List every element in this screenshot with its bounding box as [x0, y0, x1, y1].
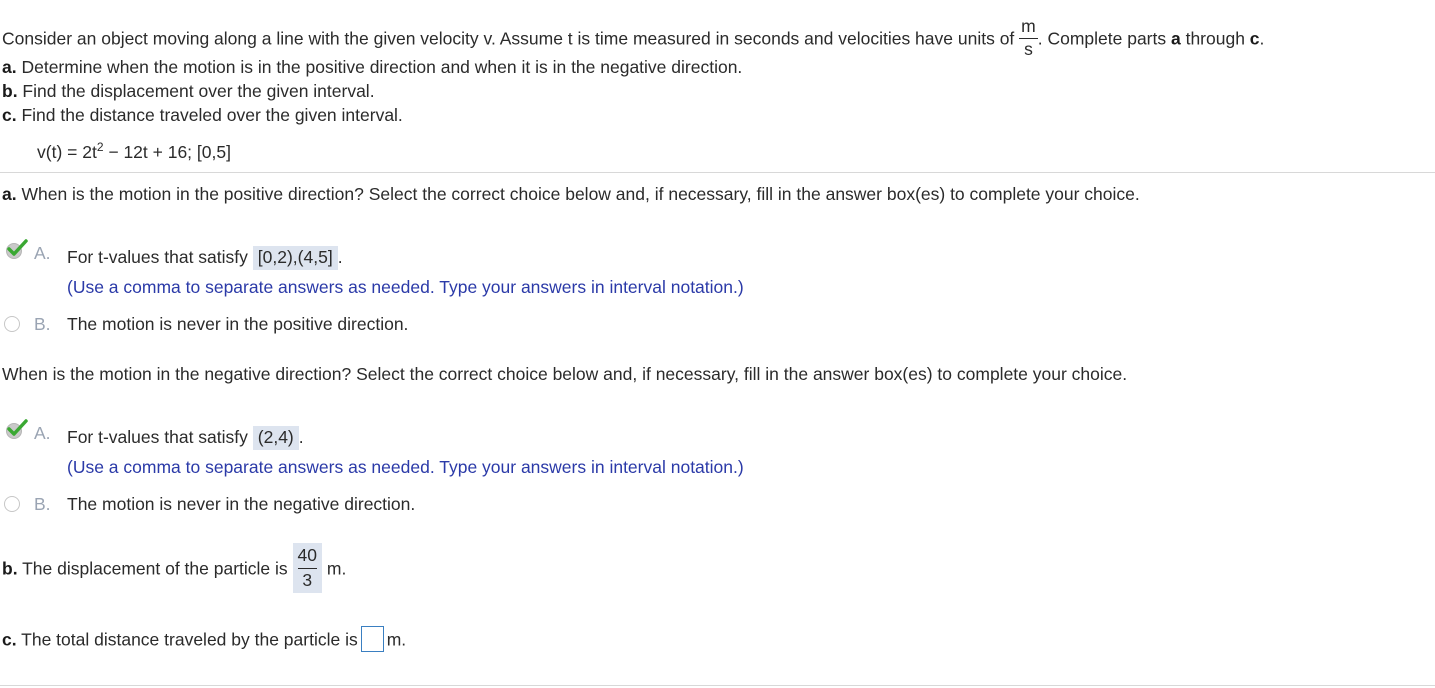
units-numerator: m — [1019, 18, 1038, 39]
displacement-answer-field[interactable] — [293, 543, 322, 593]
option-b-letter: B. — [34, 314, 51, 334]
velocity-equation — [37, 140, 231, 163]
correct-check-icon — [5, 238, 29, 260]
intro-through: through — [1180, 28, 1250, 49]
task-c — [2, 105, 403, 126]
units-fraction — [1019, 18, 1038, 58]
negative-option-a[interactable] — [67, 426, 304, 450]
option-a-text: For t-values that satisfy — [67, 427, 248, 447]
negative-option-b[interactable]: The motion is never in the negative direction. — [67, 494, 416, 514]
bottom-divider — [0, 685, 1435, 686]
positive-option-a[interactable] — [67, 246, 343, 270]
option-a-end: . — [337, 247, 343, 267]
intro-part-a: a — [1170, 28, 1181, 49]
positive-option-b[interactable]: The motion is never in the positive direction. — [67, 314, 409, 334]
part-a-negative-question: When is the motion in the negative direction? Select the correct choice below and, if necessary, fill in the answer box(es) to complete your choice. — [2, 364, 1128, 384]
problem-intro — [2, 16, 1265, 60]
part-c-distance — [2, 628, 406, 654]
task-c-label: c. — [2, 105, 17, 125]
part-a-positive-question — [2, 184, 1140, 205]
option-a-letter: A. — [34, 423, 51, 443]
part-c-text: The total distance traveled by the particle is — [16, 629, 358, 650]
intro-text: Consider an object moving along a line with the given velocity v. Assume t is time measured in seconds and velocities have units of — [2, 28, 1020, 49]
option-a-text: For t-values that satisfy — [67, 247, 248, 267]
positive-answer-field[interactable]: [0,2),(4,5] — [253, 246, 338, 270]
part-b-displacement — [2, 545, 346, 595]
equation-exponent: 2 — [96, 140, 104, 154]
negative-option-b-radio[interactable] — [4, 496, 20, 512]
displacement-denominator: 3 — [302, 569, 313, 590]
task-a-text: Determine when the motion is in the positive direction and when it is in the negative direction. — [16, 57, 743, 77]
part-b-text: The displacement of the particle is — [17, 558, 288, 579]
task-a — [2, 57, 742, 78]
positive-option-b-radio[interactable] — [4, 316, 20, 332]
option-a-end: . — [298, 427, 304, 447]
part-b-label: b. — [2, 558, 18, 579]
task-b — [2, 81, 375, 102]
negative-answer-field[interactable]: (2,4) — [253, 426, 299, 450]
intro-period: . — [1259, 28, 1265, 49]
option-b-letter: B. — [34, 494, 51, 514]
units-denominator: s — [1024, 38, 1033, 59]
part-b-unit: m. — [326, 558, 347, 579]
option-a-letter: A. — [34, 243, 51, 263]
task-b-text: Find the displacement over the given interval. — [17, 81, 375, 101]
task-b-label: b. — [2, 81, 18, 101]
task-a-label: a. — [2, 57, 17, 77]
equation-suffix: − 12t + 16; [0,5] — [103, 142, 231, 162]
part-a-positive-text: When is the motion in the positive direction? Select the correct choice below and, if necessary, fill in the answer box(es) to complete your choice. — [16, 184, 1140, 204]
intro-part-c: c — [1249, 28, 1260, 49]
negative-answer-hint: (Use a comma to separate answers as needed. Type your answers in interval notation.) — [67, 457, 744, 477]
part-a-label: a. — [2, 184, 17, 204]
task-c-text: Find the distance traveled over the given interval. — [16, 105, 403, 125]
positive-answer-hint: (Use a comma to separate answers as needed. Type your answers in interval notation.) — [67, 277, 744, 297]
distance-answer-input[interactable] — [361, 626, 384, 652]
displacement-numerator: 40 — [298, 547, 317, 569]
correct-check-icon — [5, 418, 29, 440]
intro-after-text: . Complete parts — [1037, 28, 1171, 49]
part-c-label: c. — [2, 629, 17, 650]
equation-prefix: v(t) = 2t — [37, 142, 97, 162]
part-c-unit: m. — [386, 629, 407, 650]
section-divider — [0, 172, 1435, 173]
